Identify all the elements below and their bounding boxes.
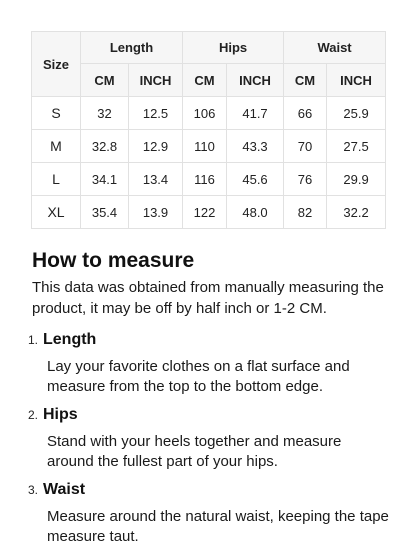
step-title: Hips bbox=[43, 406, 78, 423]
measure-guide bbox=[28, 249, 392, 556]
guide-intro: This data was obtained from manually measuring the product, it may be off by half inch or 1-2 CM. bbox=[32, 279, 384, 317]
hips-group-header: Hips bbox=[183, 32, 284, 64]
unit-header: CM bbox=[81, 64, 129, 97]
table-cell: 13.9 bbox=[129, 196, 183, 229]
table-row bbox=[32, 163, 386, 196]
table-cell: 41.7 bbox=[227, 97, 284, 130]
step-title: Waist bbox=[43, 481, 86, 498]
table-cell: 110 bbox=[183, 130, 227, 163]
measure-steps-list bbox=[28, 331, 392, 547]
waist-group-header: Waist bbox=[284, 32, 386, 64]
table-cell: 13.4 bbox=[129, 163, 183, 196]
table-cell: 82 bbox=[284, 196, 327, 229]
table-cell: 32.8 bbox=[81, 130, 129, 163]
table-row bbox=[32, 130, 386, 163]
unit-header: INCH bbox=[129, 64, 183, 97]
table-cell: 45.6 bbox=[227, 163, 284, 196]
step-number: 3. bbox=[28, 483, 39, 497]
guide-heading: How to measure bbox=[32, 249, 195, 272]
table-cell: 29.9 bbox=[327, 163, 386, 196]
table-row bbox=[32, 97, 386, 130]
table-unit-row bbox=[32, 64, 386, 97]
table-cell: 122 bbox=[183, 196, 227, 229]
size-cell: S bbox=[32, 97, 81, 130]
step-number: 2. bbox=[28, 408, 39, 422]
table-cell: 34.1 bbox=[81, 163, 129, 196]
unit-header: CM bbox=[284, 64, 327, 97]
unit-header: INCH bbox=[227, 64, 284, 97]
size-column-header: Size bbox=[32, 32, 81, 97]
table-header-row bbox=[32, 32, 386, 64]
table-cell: 27.5 bbox=[327, 130, 386, 163]
table-cell: 106 bbox=[183, 97, 227, 130]
length-group-header: Length bbox=[81, 32, 183, 64]
unit-header: INCH bbox=[327, 64, 386, 97]
table-cell: 76 bbox=[284, 163, 327, 196]
size-cell: M bbox=[32, 130, 81, 163]
step-item bbox=[28, 481, 392, 547]
size-chart-table bbox=[31, 31, 386, 229]
step-description: Stand with your heels together and measure around the fullest part of your hips. bbox=[47, 433, 342, 470]
table-cell: 70 bbox=[284, 130, 327, 163]
step-number: 1. bbox=[28, 333, 39, 347]
step-item bbox=[28, 331, 392, 397]
table-cell: 43.3 bbox=[227, 130, 284, 163]
table-cell: 25.9 bbox=[327, 97, 386, 130]
table-cell: 12.9 bbox=[129, 130, 183, 163]
table-cell: 32.2 bbox=[327, 196, 386, 229]
table-cell: 48.0 bbox=[227, 196, 284, 229]
unit-header: CM bbox=[183, 64, 227, 97]
step-description: Measure around the natural waist, keeping the tape measure taut. bbox=[47, 508, 389, 545]
table-cell: 66 bbox=[284, 97, 327, 130]
step-item bbox=[28, 406, 392, 472]
table-cell: 35.4 bbox=[81, 196, 129, 229]
table-cell: 32 bbox=[81, 97, 129, 130]
step-description: Lay your favorite clothes on a flat surface and measure from the top to the bottom edge. bbox=[47, 358, 350, 395]
table-cell: 12.5 bbox=[129, 97, 183, 130]
table-cell: 116 bbox=[183, 163, 227, 196]
step-title: Length bbox=[43, 331, 97, 348]
size-cell: L bbox=[32, 163, 81, 196]
table-row bbox=[32, 196, 386, 229]
size-cell: XL bbox=[32, 196, 81, 229]
